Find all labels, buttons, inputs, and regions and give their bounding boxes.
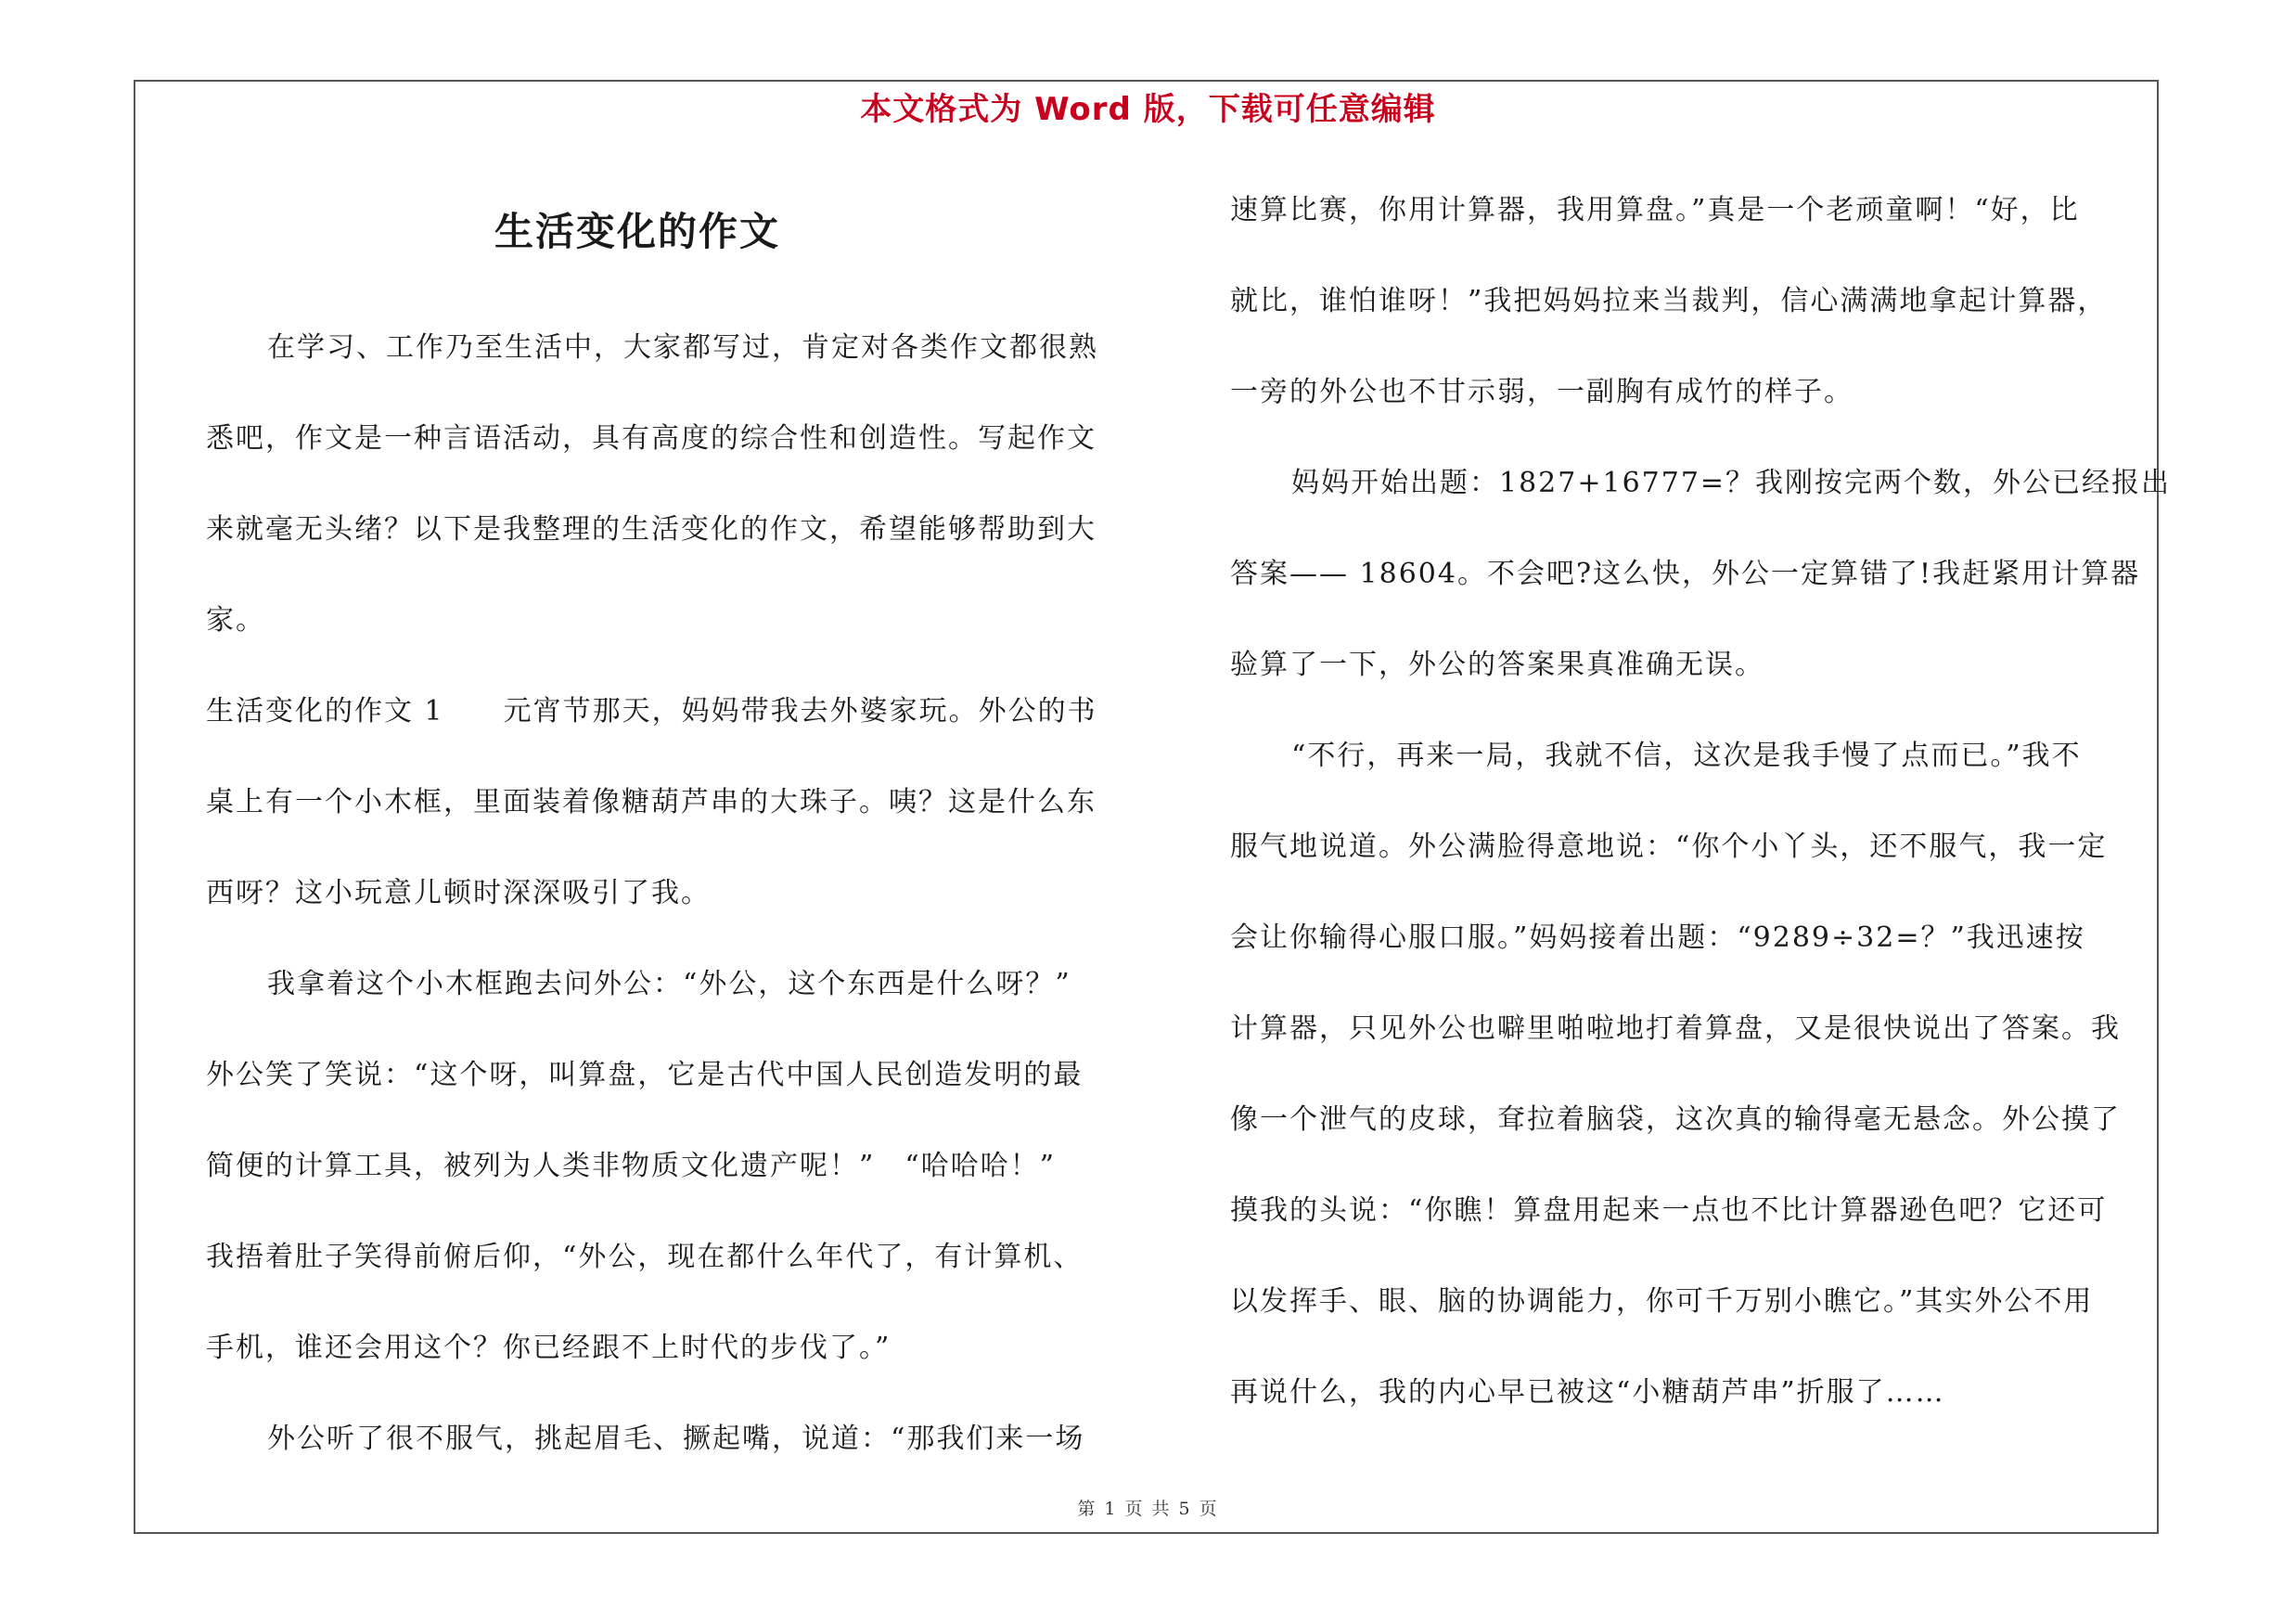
text-line: 外公笑了笑说：“这个呀，叫算盘，它是古代中国人民创造发明的最 [206,1059,1084,1091]
text-line: 西呀？这小玩意儿顿时深深吸引了我。 [206,877,711,909]
document-title: 生活变化的作文 [494,209,780,254]
text-line: 外公听了很不服气，挑起眉毛、撅起嘴，说道：“那我们来一场 [267,1423,1085,1455]
text-line: 以发挥手、眼、脑的协调能力，你可千万别小瞧它。”其实外公不用 [1230,1285,2094,1318]
text-line: “不行，再来一局，我就不信，这次是我手慢了点而已。”我不 [1291,740,2082,772]
format-banner: 本文格式为 Word 版，下载可任意编辑 [860,91,1436,128]
text-line: 速算比赛，你用计算器，我用算盘。”真是一个老顽童啊！“好，比 [1230,194,2080,226]
text-line: 手机，谁还会用这个？你已经跟不上时代的步伐了。” [206,1332,891,1364]
text-line: 服气地说道。外公满脸得意地说：“你个小丫头，还不服气，我一定 [1230,831,2108,863]
text-line: 验算了一下，外公的答案果真准确无误。 [1230,649,1764,681]
text-line: 答案—— 18604。不会吧?这么快，外公一定算错了!我赶紧用计算器 [1230,558,2141,590]
text-line: 妈妈开始出题：1827+16777=？我刚按完两个数，外公已经报出 [1291,467,2172,499]
text-line: 摸我的头说：“你瞧！算盘用起来一点也不比计算器逊色吧？它还可 [1230,1194,2108,1227]
text-line: 桌上有一个小木框，里面装着像糖葫芦串的大珠子。咦？这是什么东 [206,786,1097,818]
text-line: 在学习、工作乃至生活中，大家都写过，肯定对各类作文都很熟 [267,331,1098,364]
text-line: 简便的计算工具，被列为人类非物质文化遗产呢！” “哈哈哈！” [206,1150,1057,1182]
text-line: 我捂着肚子笑得前俯后仰，“外公，现在都什么年代了，有计算机、 [206,1241,1084,1273]
text-line: 一旁的外公也不甘示弱，一副胸有成竹的样子。 [1230,376,1853,408]
text-line: 家。 [206,604,265,637]
text-line: 再说什么，我的内心早已被这“小糖葫芦串”折服了…… [1230,1376,1945,1409]
text-line: 我拿着这个小木框跑去问外公：“外公，这个东西是什么呀？” [267,968,1071,1000]
text-line: 计算器，只见外公也噼里啪啦地打着算盘，又是很快说出了答案。我 [1230,1012,2121,1045]
text-line: 悉吧，作文是一种言语活动，具有高度的综合性和创造性。写起作文 [206,422,1097,455]
text-line: 就比，谁怕谁呀！”我把妈妈拉来当裁判，信心满满地拿起计算器， [1230,285,2108,317]
text-line: 生活变化的作文 1 元宵节那天，妈妈带我去外婆家玩。外公的书 [206,695,1097,728]
text-line: 来就毫无头绪？以下是我整理的生活变化的作文，希望能够帮助到大 [206,513,1097,546]
text-line: 会让你输得心服口服。”妈妈接着出题：“9289÷32=？”我迅速按 [1230,921,2085,954]
text-line: 像一个泄气的皮球，耷拉着脑袋，这次真的输得毫无悬念。外公摸了 [1230,1103,2121,1136]
page-number: 第 1 页 共 5 页 [1077,1499,1219,1519]
